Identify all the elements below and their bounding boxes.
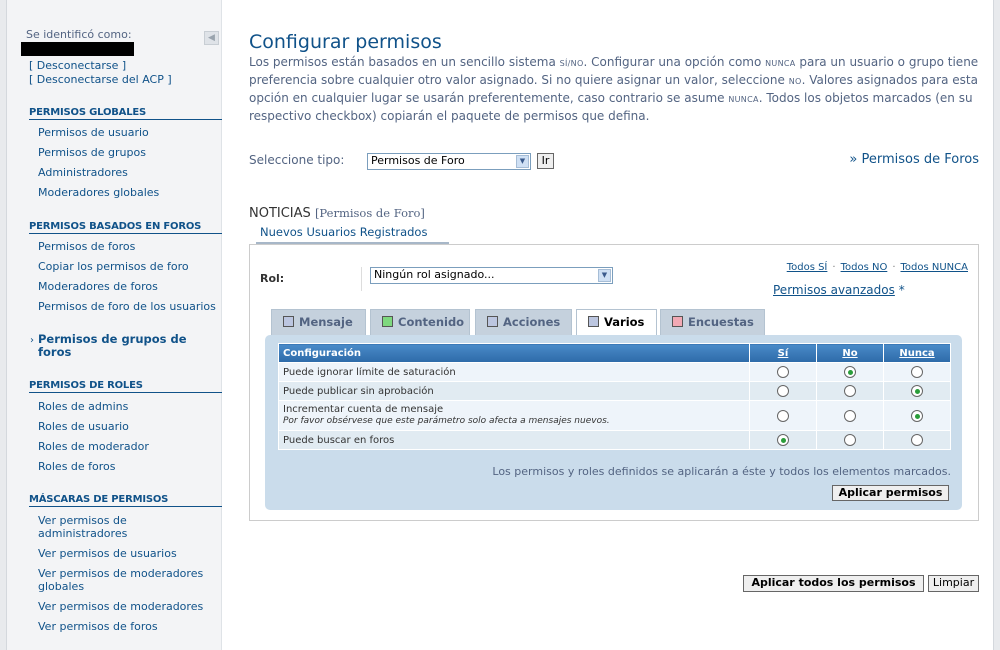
permission-label: Incrementar cuenta de mensaje Por favor obsérvese que este parámetro solo afecta a mensajes nuevos. <box>279 401 750 431</box>
select-type-label: Seleccione tipo: <box>249 153 345 167</box>
select-type-dropdown[interactable]: Permisos de Foro ▼ <box>367 153 531 170</box>
collapse-sidebar-icon[interactable]: ◀ <box>204 31 219 45</box>
nav-forum-moderators[interactable]: Moderadores de foros <box>38 280 158 293</box>
advanced-permissions: Permisos avanzados * <box>773 283 905 297</box>
radio-nunca[interactable] <box>911 434 923 446</box>
radio-no[interactable] <box>844 410 856 422</box>
permissions-table <box>278 343 951 450</box>
category-color-square <box>283 316 294 327</box>
nav-forum-permissions[interactable]: Permisos de foros <box>38 240 136 253</box>
clear-button[interactable]: Limpiar <box>928 575 979 592</box>
nav-view-global-moderator-permissions[interactable]: Ver permisos de moderadores globales <box>38 567 204 593</box>
header-yes[interactable]: Sí <box>750 344 817 363</box>
permission-label: Puede publicar sin aprobación <box>279 382 750 401</box>
table-row <box>279 431 951 450</box>
all-never-link[interactable]: Todos NUNCA <box>900 262 968 273</box>
nav-view-forum-permissions[interactable]: Ver permisos de foros <box>38 620 158 633</box>
group-tab[interactable]: Nuevos Usuarios Registrados <box>256 223 449 244</box>
chevron-down-icon: ▼ <box>516 155 529 168</box>
nav-view-moderator-permissions[interactable]: Ver permisos de moderadores <box>38 600 204 613</box>
category-color-square <box>487 316 498 327</box>
radio-nunca[interactable] <box>911 410 923 422</box>
footer-note: Los permisos y roles definidos se aplicarán a éste y todos los elementos marcados. <box>492 465 951 478</box>
radio-cell <box>884 401 951 431</box>
role-label: Rol: <box>260 272 285 285</box>
logout-acp-link[interactable]: [ Desconectarse del ACP ] <box>29 73 172 86</box>
tab-mensaje[interactable]: Mensaje <box>271 309 366 335</box>
radio-cell <box>750 431 817 450</box>
radio-cell <box>750 401 817 431</box>
permissions-table-container <box>265 335 962 510</box>
radio-cell <box>817 382 884 401</box>
identified-as-label: Se identificó como: <box>26 28 132 41</box>
nav-global-moderators[interactable]: Moderadores globales <box>38 186 160 199</box>
page-title: Configurar permisos <box>249 31 442 53</box>
nav-user-forum-permissions[interactable]: Permisos de foro de los usuarios <box>38 300 216 313</box>
radio-cell <box>750 363 817 382</box>
table-row <box>279 363 951 382</box>
radio-no[interactable] <box>844 366 856 378</box>
role-divider <box>361 267 362 291</box>
nav-view-admin-permissions[interactable]: Ver permisos de administradores <box>38 514 128 540</box>
radio-cell <box>884 431 951 450</box>
role-select[interactable]: Ningún rol asignado... ▼ <box>370 267 613 284</box>
radio-cell <box>817 431 884 450</box>
category-color-square <box>672 316 683 327</box>
permission-note: Por favor obsérvese que este parámetro solo afecta a mensajes nuevos. <box>283 416 610 426</box>
nav-copy-forum-permissions[interactable]: Copiar los permisos de foro <box>38 260 189 273</box>
logout-link[interactable]: [ Desconectarse ] <box>29 59 127 72</box>
radio-cell <box>884 382 951 401</box>
apply-permissions-button[interactable]: Aplicar permisos <box>832 485 949 501</box>
permissions-panel <box>249 244 979 521</box>
redacted-username <box>21 42 134 56</box>
tab-contenido[interactable]: Contenido <box>370 309 470 335</box>
nav-group-permissions[interactable]: Permisos de grupos <box>38 146 146 159</box>
all-no-link[interactable]: Todos NO <box>840 262 888 273</box>
advanced-permissions-link[interactable]: Permisos avanzados <box>773 283 895 297</box>
header-configuration: Configuración <box>279 344 750 363</box>
radio-si[interactable] <box>777 385 789 397</box>
active-bullet-icon: › <box>30 335 34 346</box>
go-button[interactable]: Ir <box>537 153 554 169</box>
chevron-down-icon: ▼ <box>598 269 611 282</box>
forum-permissions-link[interactable]: » Permisos de Foros <box>849 152 979 167</box>
header-never[interactable]: Nunca <box>884 344 951 363</box>
forum-heading: NOTICIAS [Permisos de Foro] <box>249 206 425 221</box>
radio-no[interactable] <box>844 434 856 446</box>
category-color-square <box>382 316 393 327</box>
radio-nunca[interactable] <box>911 385 923 397</box>
table-row <box>279 382 951 401</box>
page <box>6 0 994 650</box>
radio-cell <box>817 401 884 431</box>
tab-encuestas[interactable]: Encuestas <box>660 309 765 335</box>
nav-view-user-permissions[interactable]: Ver permisos de usuarios <box>38 547 177 560</box>
nav-moderator-roles[interactable]: Roles de moderador <box>38 440 149 453</box>
set-all-links: Todos SÍ · Todos NO · Todos NUNCA <box>786 262 968 273</box>
section-forum-permissions: PERMISOS BASADOS EN FOROS <box>29 221 222 234</box>
section-global-permissions: PERMISOS GLOBALES <box>29 107 222 120</box>
header-no[interactable]: No <box>817 344 884 363</box>
tab-varios[interactable]: Varios <box>576 309 657 336</box>
page-description: Los permisos están basados en un sencillo sistema SÍ/NO. Configurar una opción como NUNCA para un usuario o grupo tiene preferencia sobre cualquier otro valor asignado. Si no quiere asignar un valor, seleccione NO. Valores asignados para esta opción en cualquier lugar se usarán preferentemente, caso contrario se asume NUNCA. Todos los objetos marcados (en su respectivo checkbox) copiarán el paquete de permisos que defina. <box>249 55 979 123</box>
sidebar <box>7 0 222 650</box>
section-role-permissions: PERMISOS DE ROLES <box>29 380 222 393</box>
radio-no[interactable] <box>844 385 856 397</box>
category-color-square <box>588 316 599 327</box>
radio-nunca[interactable] <box>911 366 923 378</box>
radio-si[interactable] <box>777 434 789 446</box>
table-row <box>279 401 951 431</box>
nav-forum-roles[interactable]: Roles de foros <box>38 460 116 473</box>
nav-group-forum-permissions[interactable]: Permisos de grupos de foros <box>38 332 187 359</box>
radio-si[interactable] <box>777 366 789 378</box>
nav-admin-roles[interactable]: Roles de admins <box>38 400 129 413</box>
nav-user-permissions[interactable]: Permisos de usuario <box>38 126 149 139</box>
nav-user-roles[interactable]: Roles de usuario <box>38 420 129 433</box>
permission-label: Puede buscar en foros <box>279 431 750 450</box>
radio-cell <box>750 382 817 401</box>
radio-cell <box>817 363 884 382</box>
all-yes-link[interactable]: Todos SÍ <box>786 262 828 273</box>
apply-all-permissions-button[interactable]: Aplicar todos los permisos <box>743 575 924 592</box>
radio-cell <box>884 363 951 382</box>
nav-administrators[interactable]: Administradores <box>38 166 128 179</box>
section-permission-masks: MÁSCARAS DE PERMISOS <box>29 494 222 507</box>
tab-acciones[interactable]: Acciones <box>475 309 572 335</box>
permission-label: Puede ignorar límite de saturación <box>279 363 750 382</box>
radio-si[interactable] <box>777 410 789 422</box>
